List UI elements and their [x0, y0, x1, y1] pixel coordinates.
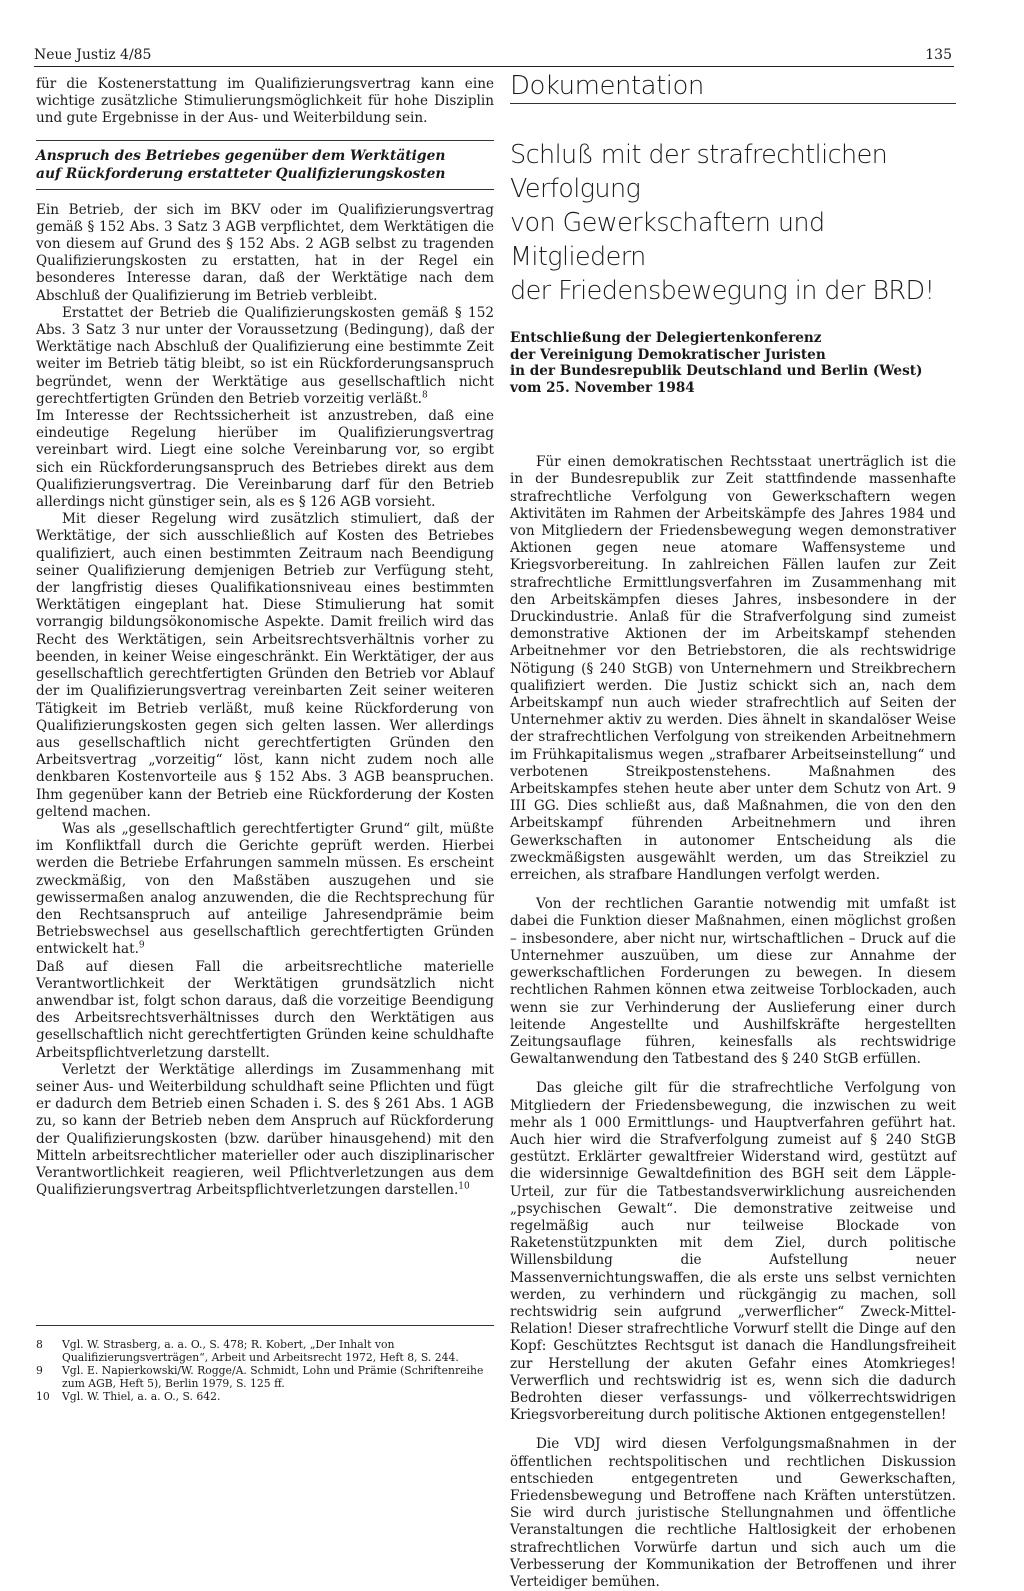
- footnote-text: Vgl. E. Napierkowski/W. Rogge/A. Schmidt, Lohn und Prämie (Schriftenreihe zum AGB, Heft 5), Berlin 1979, S. 125 ff.: [62, 1364, 484, 1390]
- paragraph: [36, 1062, 494, 1200]
- article-headline: [510, 138, 956, 308]
- section-title: Dokumentation: [510, 71, 704, 101]
- paragraph-text: Verletzt der Werktätige allerdings im Zusammenhang mit seiner Aus- und Weiterbildung schuldhaft seine Pflichten und fügt er dadurch dem Betrieb einen Schaden i. S. des § 261 Abs. 1 AGB zu, so kann der Betrieb neben dem Anspruch auf Rückforderung der Qualifizierungskosten (bzw. darüber hinausgehend) mit den Mitteln arbeitsrechtlicher materieller oder auch disziplinarischer Verantwortlichkeit reagieren, weil Pflichtverletzungen aus dem Qualifizierungsvertrag Arbeitspflichtverletzungen darstellen.: [36, 1061, 494, 1199]
- journal-issue: Neue Justiz 4/85: [34, 47, 152, 63]
- subheading: [36, 140, 494, 190]
- resolution-line: Entschließung der Delegiertenkonferenz: [510, 330, 822, 347]
- header-rule: [34, 66, 954, 67]
- footnote-ref: 9: [138, 940, 145, 951]
- subheading-line: Anspruch des Betriebes gegenüber dem Werktätigen: [36, 147, 446, 164]
- subheading-line: auf Rückforderung erstatteter Qualifizierungskosten: [36, 165, 446, 182]
- footnote-number: 10: [36, 1390, 50, 1403]
- resolution-line: vom 25. November 1984: [510, 379, 695, 396]
- headline-line: der Friedensbewegung in der BRD!: [510, 276, 935, 307]
- paragraph: Mit dieser Regelung wird zusätzlich stimuliert, daß der Werktätige, der sich ausschließlich auf Kosten des Betriebes qualifiziert, auch einen bestimmten Zeitraum nach Beendigung seiner Qualifizierung demjenigen Betrieb zur Verfügung steht, der langfristig dieses Qualifikationsniveau eines bestimmten Werktätigen eingeplant hat. Diese Stimulierung hat somit vorrangig bildungsökonomische Aspekte. Damit freilich wird das Recht des Werktätigen, sein Arbeitsrechtsverhältnis vorher zu beenden, in keiner Weise eingeschränkt. Ein Werktätiger, der aus gesellschaftlich gerechtfertigten Gründen den Betrieb vor Ablauf der im Qualifizierungsvertrag vereinbarten Zeit seiner weiteren Tätigkeit im Betrieb verläßt, muß keine Rückforderung von Qualifizierungskosten gegen sich gelten lassen. Wer allerdings aus gesellschaftlich nicht gerechtfertigten Gründen den Arbeitsvertrag „vorzeitig“ löst, kann nicht zudem noch alle denkbaren Kostenvorteile aus § 152 Abs. 3 AGB beanspruchen. Ihm gegenüber kann der Betrieb eine Rückforderung der Kosten geltend machen.: [36, 511, 494, 820]
- paragraph-text: Was als „gesellschaftlich gerechtfertigter Grund“ gilt, müßte im Konfliktfall durch die Gerichte geprüft werden. Hierbei werden die Betriebe Erfahrungen sammeln müssen. Es erscheint zweckmäßig, von den Maßstäben auszugehen und sie gewissermaßen analog anzuwenden, die die Rechtsprechung für den Rechtsanspruch auf anteilige Jahresendprämie beim Betriebswechsel aus gesellschaftlich gerechtfertigten Gründen entwickelt hat.: [36, 820, 494, 958]
- resolution-line: in der Bundesrepublik Deutschland und Berlin (West): [510, 363, 923, 380]
- footnote-text: Vgl. W. Strasberg, a. a. O., S. 478; R. Kobert, „Der Inhalt von Qualifizierungsverträgen“, Arbeit und Arbeitsrecht 1972, Heft 8, S. 244.: [62, 1338, 459, 1364]
- page-number: 135: [925, 47, 952, 63]
- paragraph: Ein Betrieb, der sich im BKV oder im Qualifizierungsvertrag gemäß § 152 Abs. 3 Satz 3 AGB verpflichtet, dem Werktätigen die von diesem auf Grund des § 152 Abs. 2 AGB selbst zu tragenden Qualifizierungskosten zu erstatten, hat in der Regel ein besonderes Interesse daran, daß der Werktätige nach dem Abschluß der Qualifizierung im Betrieb verbleibt.: [36, 201, 494, 304]
- paragraph: Im Interesse der Rechtssicherheit ist anzustreben, daß eine eindeutige Regelung hierüber im Qualifizierungsvertrag vereinbart wird. Liegt eine solche Vereinbarung vor, so ergibt sich ein Rückforderungsanspruch des Betriebes direkt aus dem Qualifizierungsvertrag. Die Vereinbarung darf für den Betrieb allerdings nicht günstiger sein, als es § 126 AGB vorsieht.: [36, 408, 494, 511]
- paragraph: Die VDJ wird diesen Verfolgungsmaßnahmen in der öffentlichen rechtspolitischen und rechtlichen Diskussion entschieden entgegentreten und Gewerkschaften, Friedensbewegung und Betroffene nach Kräften unterstützen. Sie wird durch juristische Stellungnahmen und öffentliche Veranstaltungen die rechtliche Haltlosigkeit der erhobenen strafrechtlichen Vorwürfe dartun und sich auch um die Verbesserung der Kommunikation der Betroffenen und ihrer Verteidiger bemühen.: [510, 1436, 956, 1590]
- resolution-heading: [510, 330, 956, 396]
- headline-line: von Gewerkschaftern und Mitgliedern: [510, 208, 825, 273]
- paragraph: Das gleiche gilt für die strafrechtliche Verfolgung von Mitgliedern der Friedensbewegung, die inzwischen zu weit mehr als 1 000 Ermittlungs- und Hauptverfahren geführt hat. Auch hier wird die Strafverfolgung zumeist auf § 240 StGB gestützt. Erklärter gewaltfreier Widerstand wird, gestützt auf die widersinnige Gewaltdefinition des BGH seit dem Läpple-Urteil, zur für die Tatbestandsverwirklichung ausreichenden „psychischen Gewalt“. Die demonstrative zeitweise und regelmäßig auch nur teilweise Blockade von Raketenstützpunkten mit dem Ziel, durch politische Willensbildung die Aufstellung neuer Massenvernichtungswaffen, die als erste uns selbst vernichten werden, zu verhindern und rückgängig zu machen, soll rechtswidrig sein aufgrund „verwerflicher“ Zweck-Mittel-Relation! Dieser strafrechtliche Vorwurf stellt die Dinge auf den Kopf: Geschütztes Rechtsgut ist danach die Handlungsfreiheit zur Herstellung der akuten Gefahr eines Atomkrieges! Verwerflich und rechtswidrig ist es, wenn sich die dadurch Bedrohten dieser verfassungs- und völkerrechtswidrigen Kriegsvorbereitung durch politische Aktionen entgegenstellen!: [510, 1080, 956, 1424]
- intro-paragraph: für die Kostenerstattung im Qualifizierungsvertrag kann eine wichtige zusätzliche Stimulierungsmöglichkeit für hohe Disziplin und gute Ergebnisse in der Aus- und Weiterbildung sein.: [36, 76, 494, 127]
- footnote-text: Vgl. W. Thiel, a. a. O., S. 642.: [62, 1390, 221, 1403]
- paragraph: Daß auf diesen Fall die arbeitsrechtliche materielle Verantwortlichkeit der Werktätigen grundsätzlich nicht anwendbar ist, folgt schon daraus, daß die vorzeitige Beendigung des Arbeitsrechtsverhältnisses durch den Werktätigen aus gesellschaftlich nicht gerechtfertigten Gründen keine schuldhafte Arbeitspflichtverletzung darstellt.: [36, 958, 494, 1061]
- footnotes: [36, 1325, 494, 1403]
- paragraph: Für einen demokratischen Rechtsstaat unerträglich ist die in der Bundesrepublik zur Zeit stattfindende massenhafte strafrechtliche Verfolgung von Gewerkschaftern wegen Aktivitäten im Rahmen der Arbeitskämpfe des Jahres 1984 und von Mitgliedern der Friedensbewegung wegen demonstrativer Aktionen gegen neue atomare Waffensysteme und Kriegsvorbereitung. In zahlreichen Fällen laufen zur Zeit strafrechtliche Ermittlungsverfahren im Zusammenhang mit den Arbeitskämpfen dieses Jahres, insbesondere in der Druckindustrie. Anlaß für die Strafverfolgung sind zumeist demonstrative Aktionen der im Arbeitskampf stehenden Arbeitnehmer vor den Betriebstoren, die als rechtswidrige Nötigung (§ 240 StGB) von Unternehmern und Streikbrechern qualifiziert werden. Die Justiz schickt sich an, nach dem Arbeitskampf nun auch wieder strafrechtlich auf Seiten der Unternehmer aktiv zu werden. Dies ähnelt in skandalöser Weise der strafrechtlichen Verfolgung von streikenden Arbeitnehmern im Frühkapitalismus wegen „strafbarer Arbeitseinstellung“ und verbotenen Streikpostenstehens. Maßnahmen des Arbeitskampfes stehen heute aber unter dem Schutz von Art. 9 III GG. Dies schließt aus, daß Maßnahmen, die von den den Arbeitskampf führenden Arbeitnehmern und ihren Gewerkschaften in autonomer Entscheidung als die zweckmäßigsten ausgewählt werden, um das Streikziel zu erreichen, als strafbare Handlungen verfolgt werden.: [510, 454, 956, 884]
- footnote: [36, 1338, 494, 1364]
- paragraph: [36, 305, 494, 408]
- footnote: [36, 1364, 494, 1390]
- footnote-ref: 8: [422, 390, 428, 401]
- paragraph: Von der rechtlichen Garantie notwendig mit umfaßt ist dabei die Funktion dieser Maßnahmen, einen möglichst großen – insbesondere, aber nicht nur, wirtschaftlichen – Druck auf die Unternehmer auszuüben, um diese zur Annahme der gewerkschaftlichen Forderungen zu bewegen. In diesem rechtlichen Rahmen können etwa zeitweise Torblockaden, auch wenn sie zur Verhinderung der Auslieferung einer durch leitende Angestellte und Aushilfskräfte hergestellten Zeitungsauflage führen, keinesfalls als rechtswidrige Gewaltanwendung den Tatbestand des § 240 StGB erfüllen.: [510, 896, 956, 1068]
- right-column: [510, 71, 956, 1591]
- section-rule: [510, 103, 956, 104]
- paragraph-text: Erstattet der Betrieb die Qualifizierungskosten gemäß § 152 Abs. 3 Satz 3 nur unter der Voraussetzung (Bedingung), daß der Werktätige nach Abschluß der Qualifizierung eine bestimmte Zeit weiter im Betrieb tätig bleibt, so ist ein Rückforderungsanspruch begründet, wenn der Werktätige aus gesellschaftlich nicht gerechtfertigten Gründen den Betrieb vorzeitig verläßt.: [36, 304, 494, 407]
- footnote-number: 8: [36, 1338, 43, 1351]
- footnote: [36, 1390, 494, 1403]
- left-column: [36, 76, 494, 1199]
- resolution-line: der Vereinigung Demokratischer Juristen: [510, 346, 826, 363]
- paragraph: [36, 821, 494, 959]
- footnote-ref: 10: [458, 1181, 470, 1192]
- headline-line: Schluß mit der strafrechtlichen Verfolgung: [510, 140, 888, 205]
- footnote-number: 9: [36, 1364, 43, 1377]
